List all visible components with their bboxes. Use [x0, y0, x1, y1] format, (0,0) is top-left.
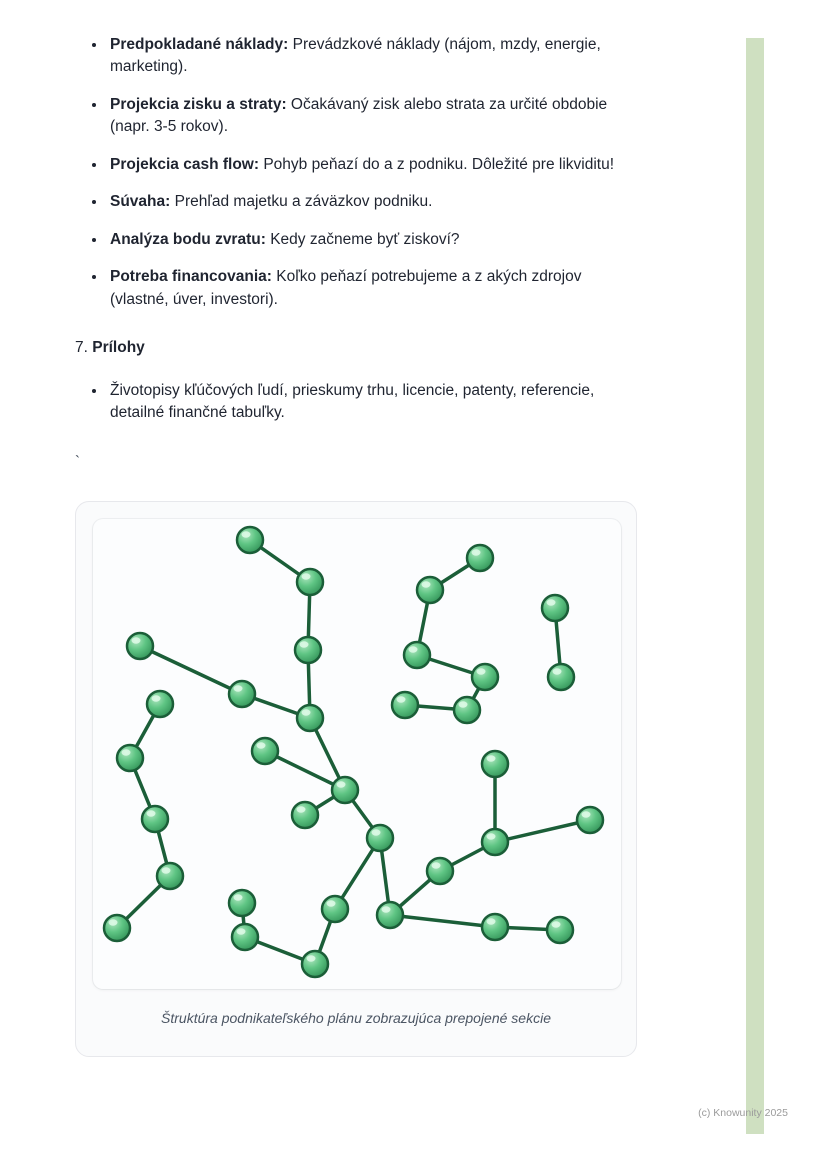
bullet-list [75, 34, 641, 311]
item-number: 7. [75, 339, 88, 357]
network-nodes [104, 527, 603, 977]
item-label: Prílohy [92, 339, 145, 357]
bullet-lead: Analýza bodu zvratu: [110, 230, 266, 248]
list-item [107, 191, 641, 213]
figure-caption: Štruktúra podnikateľského plánu zobrazujúca prepojené sekcie [161, 1009, 551, 1026]
bullet-text: Koľko peňazí potrebujeme a z akých zdrojov (vlastné, úver, investori). [110, 268, 582, 308]
bullet-lead: Predpokladané náklady: [110, 36, 289, 53]
bullet-text: Prevádzkové náklady (nájom, mzdy, energie, marketing). [110, 36, 601, 76]
network-figure [97, 520, 617, 987]
bullet-lead: Potreba financovania: [110, 268, 272, 286]
page-edge-strip [746, 38, 764, 1134]
bullet-lead: Súvaha: [110, 193, 171, 211]
bullet-text: Očakávaný zisk alebo strata za určité obdobie (napr. 3-5 rokov). [110, 95, 608, 136]
list-item [107, 380, 641, 425]
bullet-lead: Projekcia zisku a straty: [110, 95, 287, 113]
bullet-text: Kedy začneme byť ziskoví? [265, 230, 460, 248]
sub-bullet-list [75, 380, 641, 425]
bullet-lead: Projekcia cash flow: [110, 155, 260, 173]
figure-card [75, 501, 637, 1057]
bullet-text: Pohyb peňazí do a z podniku. Dôležité pre likviditu! [259, 155, 615, 173]
network-edges [117, 540, 590, 964]
copyright: (c) Knowunity 2025 [698, 1107, 788, 1119]
list-item [107, 34, 641, 79]
document-content [75, 34, 641, 1057]
bullet-text: Životopisy kľúčových ľudí, prieskumy trhu, licencie, patenty, referencie, detailné finančné tabuľky. [110, 381, 595, 422]
numbered-item [75, 337, 641, 359]
stray-character: ` [75, 452, 80, 470]
figure-panel [93, 519, 621, 989]
list-item [107, 154, 641, 176]
list-item [107, 229, 641, 251]
list-item [107, 266, 641, 311]
bullet-text: Prehľad majetku a záväzkov podniku. [170, 193, 433, 211]
list-item [107, 94, 641, 139]
